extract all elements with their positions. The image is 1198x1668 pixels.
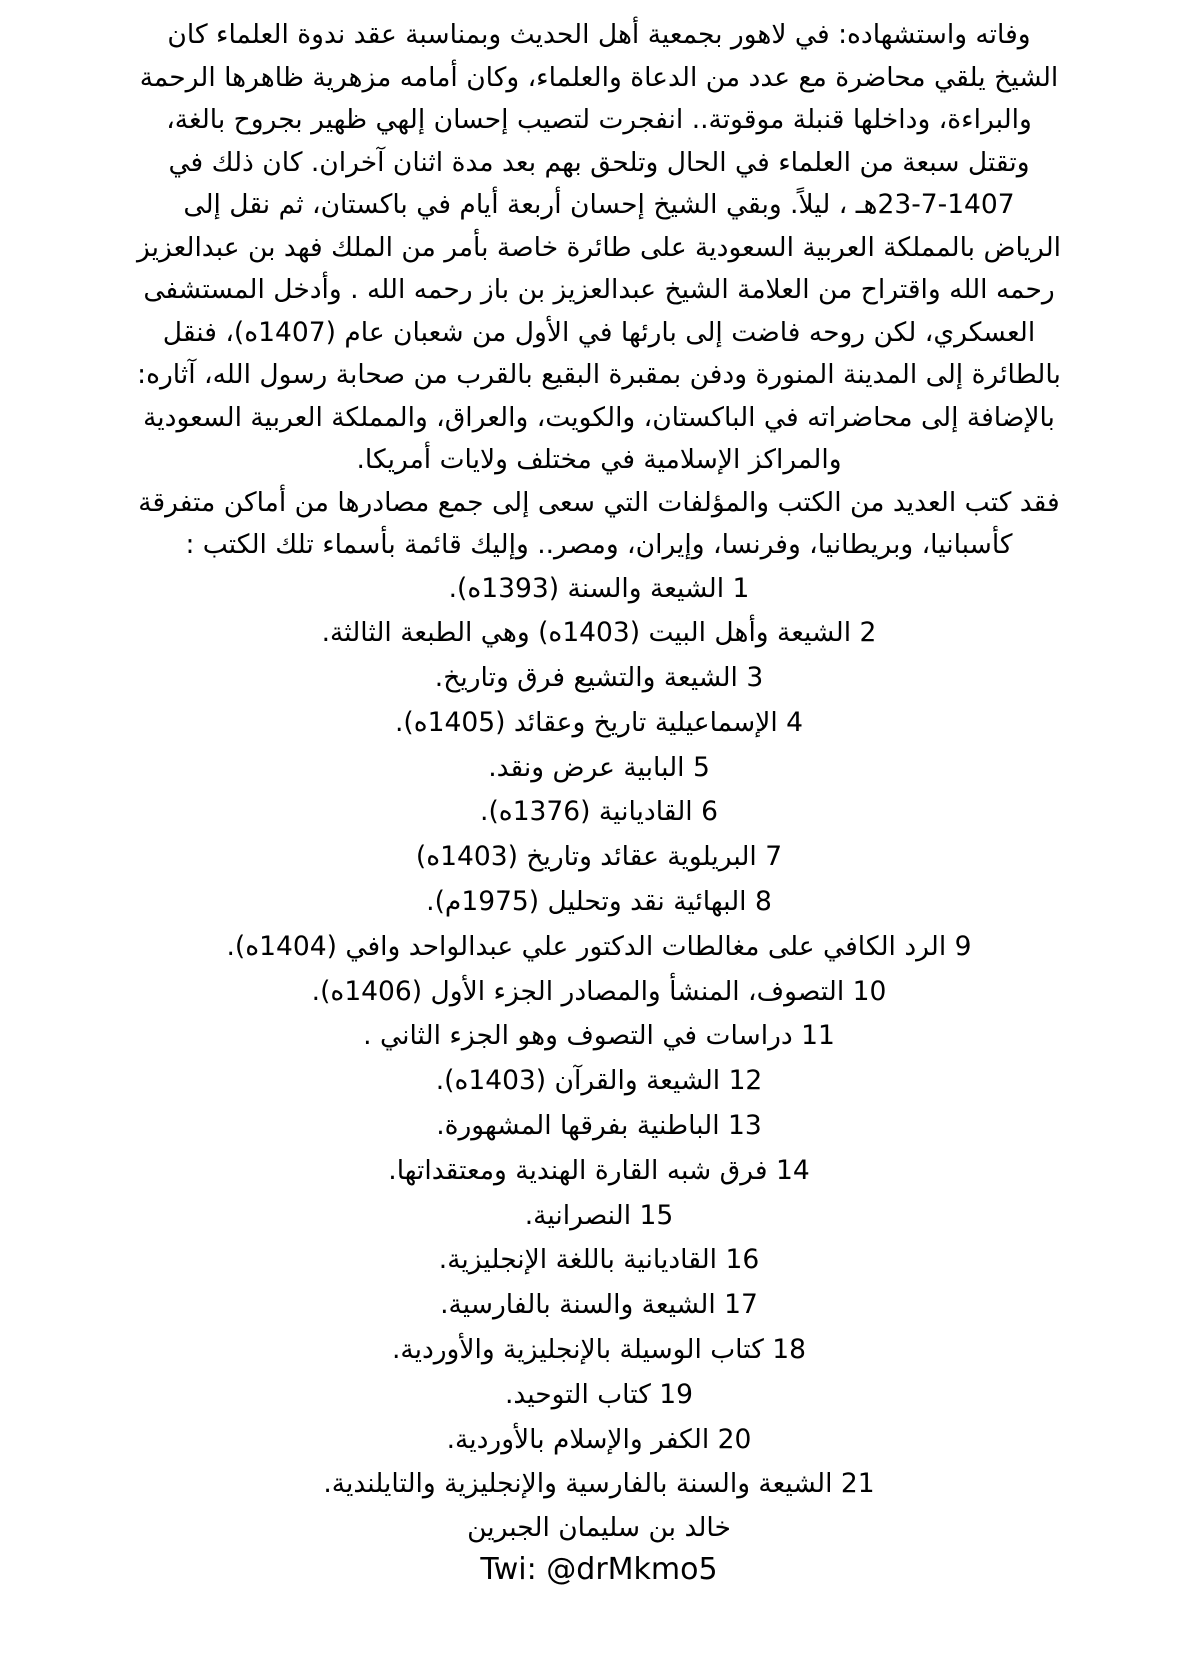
book-item: 7 البريلوية عقائد وتاريخ (1403ه) xyxy=(415,841,783,873)
book-item: 13 الباطنية بفرقها المشهورة. xyxy=(436,1110,762,1142)
book-item: 12 الشيعة والقرآن (1403ه). xyxy=(435,1065,763,1097)
book-item: 16 القاديانية باللغة الإنجليزية. xyxy=(438,1244,760,1276)
paragraph-line: وتقتل سبعة من العلماء في الحال وتلحق بهم بعد مدة اثنان آخران. كان ذلك في xyxy=(168,146,1030,178)
paragraph-line: العسكري، لكن روحه فاضت إلى بارئها في الأول من شعبان عام (1407ه)، فنقل xyxy=(162,316,1036,348)
books-list xyxy=(12,567,1186,1508)
paragraph-line: بالطائرة إلى المدينة المنورة ودفن بمقبرة البقيع بالقرب من صحابة رسول الله، آثاره: xyxy=(137,359,1061,390)
book-item: 2 الشيعة وأهل البيت (1403ه) وهي الطبعة الثالثة. xyxy=(321,617,877,649)
document-page xyxy=(12,14,1186,1660)
paragraph-line: كأسبانيا، وبريطانيا، وفرنسا، وإيران، ومصر.. وإليك قائمة بأسماء تلك الكتب : xyxy=(185,529,1013,560)
book-item: 4 الإسماعيلية تاريخ وعقائد (1405ه). xyxy=(395,706,803,738)
paragraph-line: والمراكز الإسلامية في مختلف ولايات أمريكا. xyxy=(356,444,842,475)
book-item: 1 الشيعة والسنة (1393ه). xyxy=(448,572,750,604)
paragraph-line: وفاته واستشهاده: في لاهور بجمعية أهل الحديث وبمناسبة عقد ندوة العلماء كان xyxy=(167,19,1031,50)
book-item: 11 دراسات في التصوف وهو الجزء الثاني . xyxy=(363,1020,835,1052)
book-item: 21 الشيعة والسنة بالفارسية والإنجليزية والتايلندية. xyxy=(323,1468,875,1500)
paragraph-line: فقد كتب العديد من الكتب والمؤلفات التي سعى إلى جمع مصادرها من أماكن متفرقة xyxy=(138,486,1060,518)
author-name: خالد بن سليمان الجبرين xyxy=(467,1512,731,1544)
book-item: 9 الرد الكافي على مغالطات الدكتور علي عبدالواحد وافي (1404ه). xyxy=(226,930,972,962)
book-item: 8 البهائية نقد وتحليل (1975م). xyxy=(426,886,772,918)
book-item: 20 الكفر والإسلام بالأوردية. xyxy=(446,1423,752,1455)
book-item: 17 الشيعة والسنة بالفارسية. xyxy=(440,1289,758,1321)
paragraph-line: الشيخ يلقي محاضرة مع عدد من الدعاة والعلماء، وكان أمامه مزهرية ظاهرها الرحمة xyxy=(139,61,1059,93)
paragraph-line: والبراءة، وداخلها قنبلة موقوتة.. انفجرت لتصيب إحسان إلهي ظهير بجروح بالغة، xyxy=(166,104,1032,135)
book-item: 6 القاديانية (1376ه). xyxy=(480,796,718,828)
twitter-handle: Twi: @drMkmo5 xyxy=(480,1552,718,1588)
paragraph-line: 23-7-1407هـ ، ليلاً. وبقي الشيخ إحسان أربعة أيام في باكستان، ثم نقل إلى xyxy=(183,189,1015,220)
book-item: 18 كتاب الوسيلة بالإنجليزية والأوردية. xyxy=(391,1334,807,1366)
biography-paragraph xyxy=(12,14,1186,567)
paragraph-line: بالإضافة إلى محاضراته في الباكستان، والكويت، والعراق، والمملكة العربية السعودية xyxy=(143,401,1055,433)
paragraph-line: الرياض بالمملكة العربية السعودية على طائرة خاصة بأمر من الملك فهد بن عبدالعزيز xyxy=(136,231,1062,263)
paragraph-line: رحمه الله واقتراح من العلامة الشيخ عبدالعزيز بن باز رحمه الله . وأدخل المستشفى xyxy=(143,274,1055,305)
book-item: 5 البابية عرض ونقد. xyxy=(488,751,710,783)
book-item: 15 النصرانية. xyxy=(524,1199,674,1231)
book-item: 10 التصوف، المنشأ والمصادر الجزء الأول (1406ه). xyxy=(311,975,887,1007)
book-item: 14 فرق شبه القارة الهندية ومعتقداتها. xyxy=(388,1154,810,1186)
book-item: 3 الشيعة والتشيع فرق وتاريخ. xyxy=(434,662,764,694)
book-item: 19 كتاب التوحيد. xyxy=(504,1378,694,1410)
